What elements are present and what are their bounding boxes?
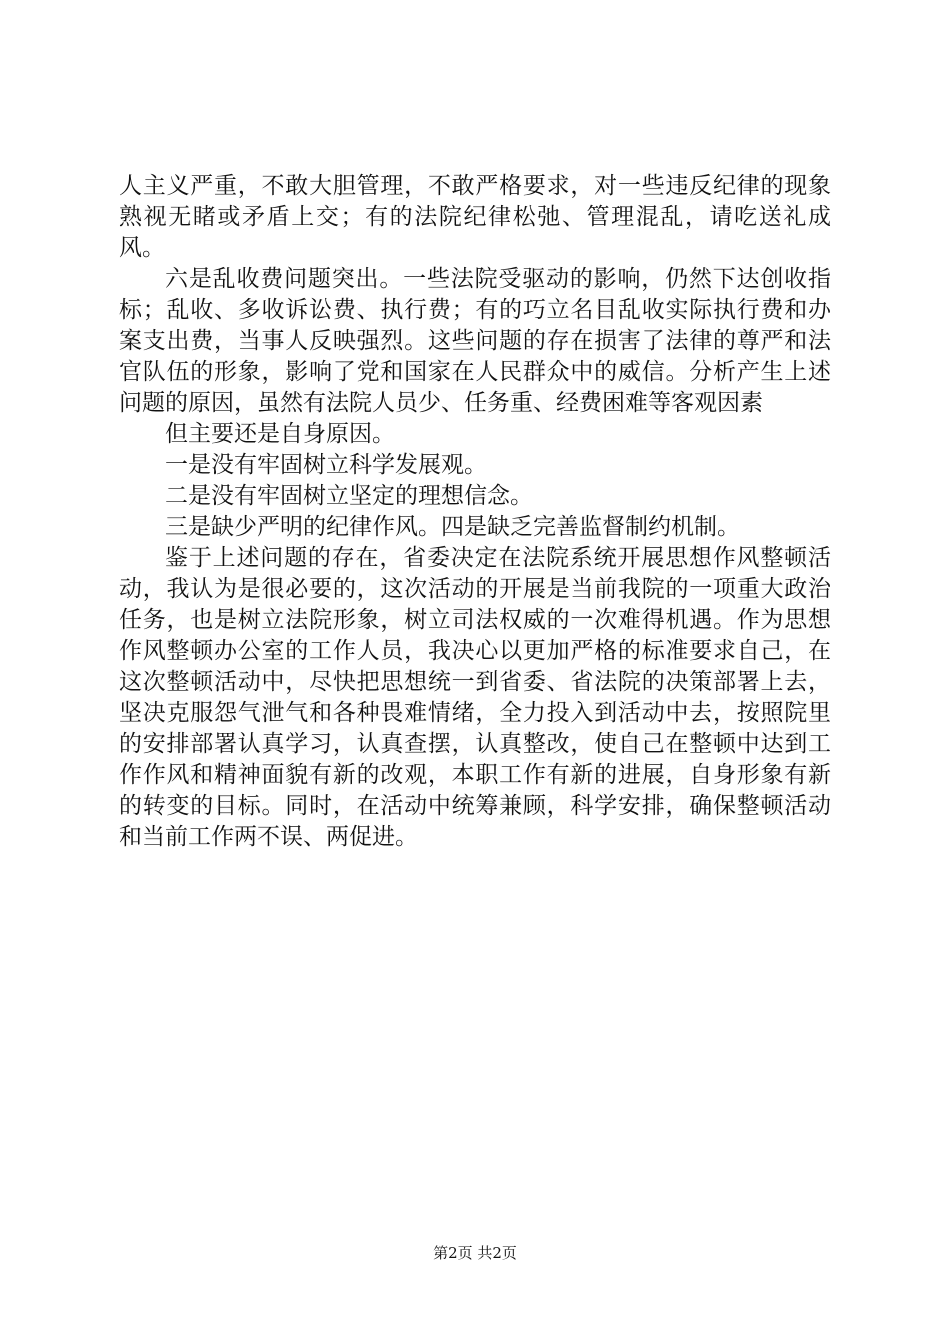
page-number-footer: 第2页 共2页 [433, 1244, 517, 1262]
paragraph-1: 人主义严重，不敢大胆管理，不敢严格要求，对一些违反纪律的现象熟视无睹或矛盾上交；有的法院纪律松弛、管理混乱，请吃送礼成风。 [119, 173, 831, 261]
paragraph-4: 一是没有牢固树立科学发展观。 [165, 452, 487, 478]
paragraph-5: 二是没有牢固树立坚定的理想信念。 [165, 483, 533, 509]
document-body [119, 171, 831, 853]
paragraph-3: 但主要还是自身原因。 [165, 421, 395, 447]
paragraph-6: 三是缺少严明的纪律作风。四是缺乏完善监督制约机制。 [165, 514, 740, 540]
paragraph-2: 六是乱收费问题突出。一些法院受驱动的影响，仍然下达创收指标；乱收、多收诉讼费、执行费；有的巧立名目乱收实际执行费和办案支出费，当事人反映强烈。这些问题的存在损害了法律的尊严和法官队伍的形象，影响了党和国家在人民群众中的威信。分析产生上述问题的原因，虽然有法院人员少、任务重、经费困难等客观因素 [119, 266, 831, 416]
paragraph-7: 鉴于上述问题的存在，省委决定在法院系统开展思想作风整顿活动，我认为是很必要的，这次活动的开展是当前我院的一项重大政治任务，也是树立法院形象，树立司法权威的一次难得机遇。作为思想作风整顿办公室的工作人员，我决心以更加严格的标准要求自己，在这次整顿活动中，尽快把思想统一到省委、省法院的决策部署上去，坚决克服怨气泄气和各种畏难情绪，全力投入到活动中去，按照院里的安排部署认真学习，认真查摆，认真整改，使自己在整顿中达到工作作风和精神面貌有新的改观，本职工作有新的进展，自身形象有新的转变的目标。同时，在活动中统筹兼顾，科学安排，确保整顿活动和当前工作两不误、两促进。 [119, 545, 831, 850]
